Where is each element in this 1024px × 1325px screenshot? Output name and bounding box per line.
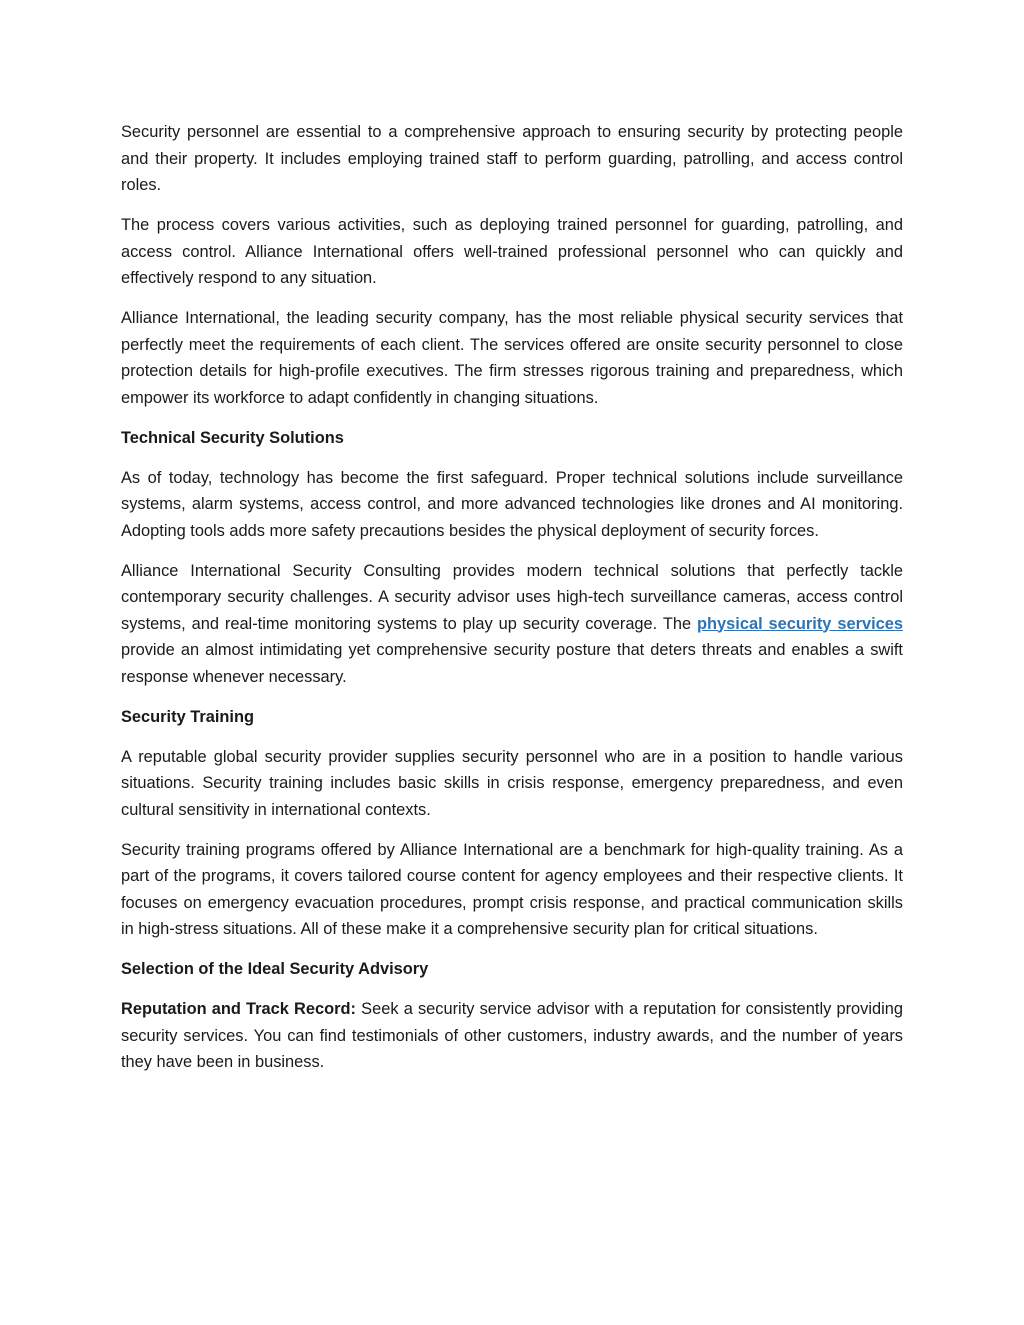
paragraph-reputation bbox=[121, 996, 903, 1076]
paragraph-global-provider: A reputable global security provider supplies security personnel who are in a position to handle various situations. Security training includes basic skills in crisis response, emergency preparedness, and even cultural sensitivity in international contexts. bbox=[121, 747, 903, 819]
heading-selection-ideal-advisory: Selection of the Ideal Security Advisory bbox=[121, 960, 429, 978]
paragraph-technical-text-after-link: provide an almost intimidating yet comprehensive security posture that deters threats and enables a swift response whenever necessary. bbox=[121, 641, 903, 686]
paragraph-alliance-services: Alliance International, the leading security company, has the most reliable physical security services that perfectly meet the requirements of each client. The services offered are onsite security personnel to close protection details for high-profile executives. The firm stresses rigorous training and preparedness, which empower its workforce to adapt confidently in changing situations. bbox=[121, 309, 903, 407]
heading-security-training: Security Training bbox=[121, 707, 254, 726]
document-body bbox=[121, 119, 903, 1089]
paragraph-process: The process covers various activities, such as deploying trained personnel for guarding, patrolling, and access control. Alliance International offers well-trained professional personnel who can quickly and effectively respond to any situation. bbox=[121, 216, 903, 287]
paragraph-technical-text-before-link: Alliance International Security Consulting provides modern technical solutions that perfectly tackle contemporary security challenges. A security advisor uses high-tech surveillance cameras, access control systems, and real-time monitoring systems to play up security coverage. The bbox=[121, 561, 903, 633]
reputation-lead-label: Reputation and Track Record: bbox=[121, 1000, 356, 1018]
heading-technical-security-solutions: Technical Security Solutions bbox=[121, 428, 344, 447]
paragraph-technical-solutions bbox=[121, 558, 903, 691]
reputation-body-text: Seek a security service advisor with a reputation for consistently providing security services. You can find testimonials of other customers, industry awards, and the number of years they have been in business. bbox=[121, 1000, 903, 1071]
paragraph-training-programs: Security training programs offered by Alliance International are a benchmark for high-quality training. As a part of the programs, it covers tailored course content for agency employees and their respective clients. It focuses on emergency evacuation procedures, prompt crisis response, and practical communication skills in high-stress situations. All of these make it a comprehensive security plan for critical situations. bbox=[121, 840, 903, 938]
physical-security-services-link[interactable]: physical security services bbox=[697, 614, 903, 633]
paragraph-technology: As of today, technology has become the first safeguard. Proper technical solutions include surveillance systems, alarm systems, access control, and more advanced technologies like drones and AI monitoring. Adopting tools adds more safety precautions besides the physical deployment of security forces. bbox=[121, 468, 903, 540]
paragraph-security-personnel: Security personnel are essential to a comprehensive approach to ensuring security by protecting people and their property. It includes employing trained staff to perform guarding, patrolling, and access control roles. bbox=[121, 123, 903, 194]
